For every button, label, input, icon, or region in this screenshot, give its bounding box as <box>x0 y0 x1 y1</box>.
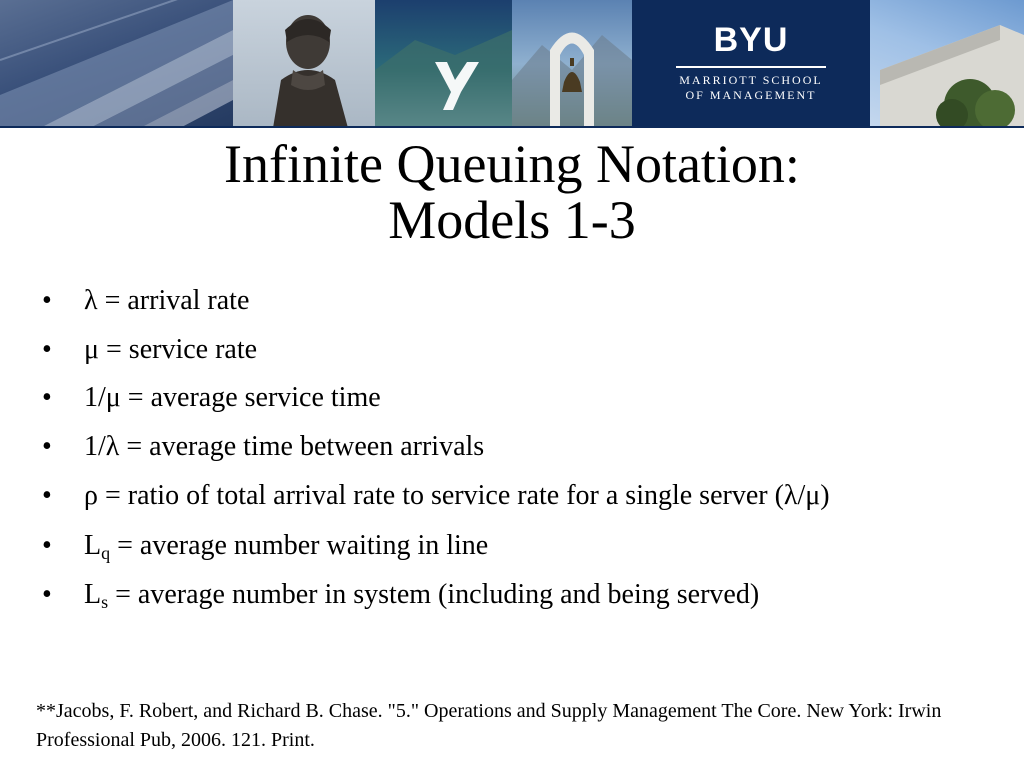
bullet-icon: • <box>42 334 52 365</box>
campus-building-photo <box>870 0 1024 128</box>
citation-footnote: **Jacobs, F. Robert, and Richard B. Chase. "5." Operations and Supply Management The Core. New York: Irwin Professional Pub, 2006. 121. Print. <box>36 700 942 751</box>
bell-tower-photo <box>512 0 632 128</box>
building-photo <box>0 0 233 128</box>
bullet-icon: • <box>42 579 52 610</box>
logo-subtitle-line2: OF MANAGEMENT <box>685 88 817 102</box>
notation-list <box>40 282 1000 614</box>
bullet-icon: • <box>42 285 52 316</box>
list-item <box>40 576 1000 614</box>
notation-symbol: μ <box>84 334 100 365</box>
logo-wordmark: BYU <box>713 21 789 59</box>
header-banner <box>0 0 1024 128</box>
y-mountain-photo <box>375 0 512 128</box>
banner-divider <box>0 126 1024 128</box>
list-item <box>40 428 1000 466</box>
bullet-icon: • <box>42 480 52 511</box>
notation-symbol: L <box>84 579 102 610</box>
logo-subtitle-line1: MARRIOTT SCHOOL <box>679 73 823 87</box>
slide-title <box>0 136 1024 248</box>
title-line-1: Infinite Queuing Notation: <box>224 134 800 194</box>
title-line-2: Models 1-3 <box>388 190 636 250</box>
list-item <box>40 527 1000 565</box>
notation-symbol: 1/μ <box>84 382 121 413</box>
notation-subscript: q <box>101 543 111 563</box>
notation-definition: = average time between arrivals <box>119 431 485 462</box>
bullet-icon: • <box>42 382 52 413</box>
bullet-icon: • <box>42 431 52 462</box>
notation-symbol: 1/λ <box>84 431 120 462</box>
byu-logo <box>632 22 870 103</box>
list-item <box>40 331 1000 369</box>
notation-symbol: ρ <box>84 480 98 511</box>
notation-symbol: λ <box>84 285 98 316</box>
notation-symbol: L <box>84 530 102 561</box>
statue-photo <box>233 0 375 128</box>
logo-divider <box>676 66 826 68</box>
list-item <box>40 477 1000 515</box>
list-item <box>40 282 1000 320</box>
notation-definition: = arrival rate <box>97 285 250 316</box>
notation-definition: = average service time <box>120 382 381 413</box>
bullet-icon: • <box>42 530 52 561</box>
list-item <box>40 379 1000 417</box>
notation-definition: = service rate <box>99 334 258 365</box>
notation-subscript: s <box>101 592 109 612</box>
notation-definition: = average number in system (including and being served) <box>108 579 760 610</box>
notation-definition: = ratio of total arrival rate to service rate for a single server (λ/μ) <box>97 480 830 511</box>
notation-definition: = average number waiting in line <box>110 530 489 561</box>
